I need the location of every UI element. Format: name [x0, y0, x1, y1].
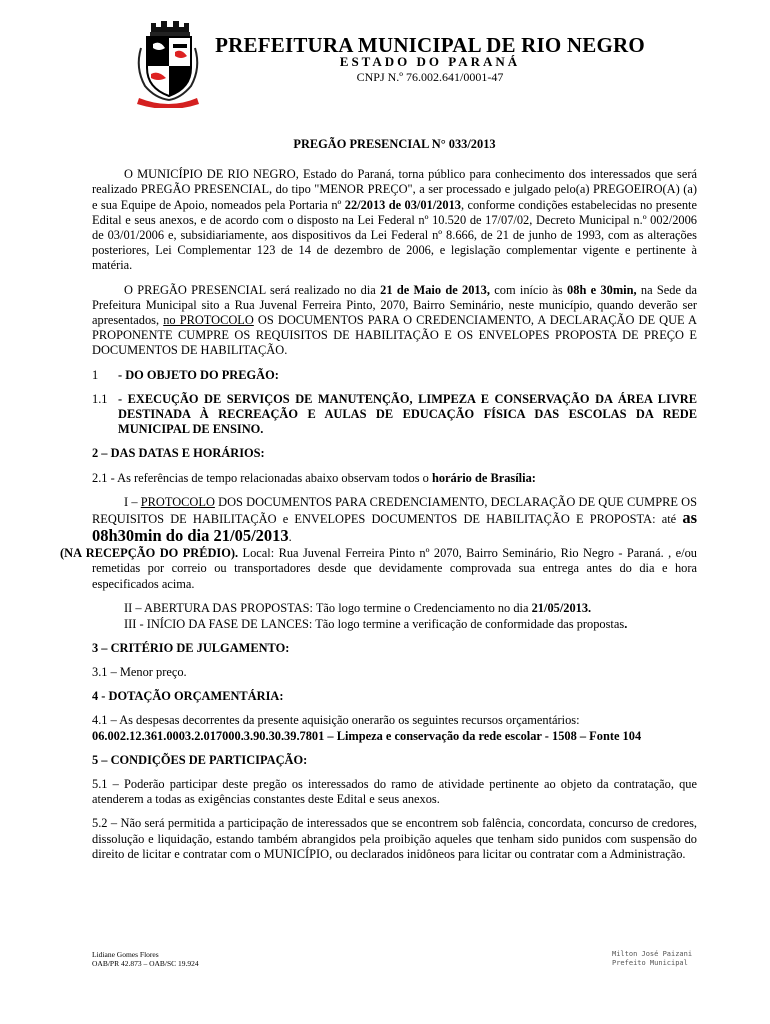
- item-i-reception: (NA RECEPÇÃO DO PRÉDIO).: [60, 545, 239, 560]
- section-4-1: 4.1 – As despesas decorrentes da presente aquisição onerarão os seguintes recursos orçamentários:: [92, 713, 580, 728]
- brasilia-time: horário de Brasília:: [431, 470, 536, 485]
- document-title: PREGÃO PRESENCIAL N° 033/2013: [293, 137, 496, 151]
- session-date: 21 de Maio de 2013,: [380, 282, 490, 297]
- document-body: [60, 137, 698, 862]
- session-paragraph: [92, 283, 697, 359]
- protocolo-link-text: no PROTOCOLO: [163, 313, 254, 328]
- section-5-1: 5.1 – Poderão participar deste pregão os interessados do ramo de atividade pertinente ao objeto da contratação, que atenderem a todas as exigências constantes deste Edital e seus anexos.: [92, 777, 697, 807]
- item-i-protocolo: PROTOCOLO: [140, 494, 215, 509]
- item-iii-dot: .: [624, 616, 628, 631]
- session-text-b: com início às: [494, 282, 563, 297]
- portaria-number: 22/2013 de 03/01/2013: [344, 197, 461, 212]
- municipal-coat-of-arms-icon: [133, 18, 203, 108]
- item-i-text: DOS DOCUMENTOS PARA CREDENCIAMENTO, DECLARAÇÃO DE QUE CUMPRE OS REQUISITOS DE HABILITAÇÃO e ENVELOPES DOCUMENTOS DE HABILITAÇÃO E PROPOSTA: até: [92, 494, 697, 527]
- item-i-deadline: as 08h30min do dia 21/05/2013: [92, 508, 697, 546]
- item-i-label: I –: [124, 494, 138, 509]
- footer-legal-advisor: [92, 950, 199, 968]
- footer-left-name: Lidiane Gomes Flores: [92, 950, 159, 959]
- footer-right-role: Prefeito Municipal: [612, 959, 688, 967]
- item-iii: [92, 617, 697, 632]
- section-2-heading: 2 – DAS DATAS E HORÁRIOS:: [92, 446, 265, 461]
- intro-paragraph: [92, 167, 697, 273]
- item-ii-text: II – ABERTURA DAS PROPOSTAS: Tão logo termine o Credenciamento no dia: [124, 601, 529, 616]
- session-time: 08h e 30min,: [567, 282, 637, 297]
- item-i: [60, 494, 697, 593]
- section-5-2: 5.2 – Não será permitida a participação de interessados que se encontrem sob falência, concordata, concurso de credores, dissolução e liquidação, estando também abrangidos pela proibição aqueles que tenham sido punidos com suspensão do direito de licitar e contratar com o MUNICÍPIO, ou declarados inidôneos para licitar ou contratar com a Administração.: [92, 816, 697, 861]
- section-1-title: - DO OBJETO DO PREGÃO:: [118, 367, 279, 382]
- budget-code: 06.002.12.361.0003.2.017000.3.90.30.39.7801 – Limpeza e conservação da rede escolar - 1508 – Fonte 104: [92, 728, 642, 743]
- item-ii: [92, 601, 697, 616]
- item-ii-date: 21/05/2013.: [531, 601, 592, 616]
- section-1-number: 1: [92, 367, 99, 382]
- section-3-1: 3.1 – Menor preço.: [92, 665, 187, 680]
- footer-mayor: [612, 950, 692, 968]
- item-i-location: Local: Rua Juvenal Ferreira Pinto nº 2070, Bairro Seminário, Rio Negro - Paraná. , e/ou remetidas por correio ou transportadores desde que devidamente comprovada sua entrega antes do dia e hora especificados acima.: [92, 545, 697, 591]
- session-text-d: OS DOCUMENTOS PARA O CREDENCIAMENTO, A DECLARAÇÃO DE QUE A PROPONENTE CUMPRE OS REQUISITOS DE HABILITAÇÃO E OS ENVELOPES PROPOSTA DE PREÇO E DOCUMENTOS DE HABILITAÇÃO.: [92, 313, 697, 358]
- footer-right-name: Milton José Paizani: [612, 950, 693, 958]
- session-text-a: O PREGÃO PRESENCIAL será realizado no dia: [124, 282, 376, 297]
- section-1-heading: [92, 368, 697, 383]
- item-i-dot: .: [288, 530, 292, 545]
- state-name: ESTADO DO PARANÁ: [339, 54, 521, 69]
- section-3-heading: 3 – CRITÉRIO DE JULGAMENTO:: [92, 640, 290, 655]
- section-4-heading: 4 - DOTAÇÃO ORÇAMENTÁRIA:: [92, 689, 284, 704]
- footer-left-registration: OAB/PR 42.873 – OAB/SC 19.924: [92, 959, 199, 968]
- section-2-1: [92, 471, 697, 486]
- cnpj-number: CNPJ N.º 76.002.641/0001-47: [356, 70, 504, 84]
- item-iii-text: III - INÍCIO DA FASE DE LANCES: Tão logo termine a verificação de conformidade das propostas: [124, 616, 625, 631]
- section-5-heading: 5 – CONDIÇÕES DE PARTICIPAÇÃO:: [92, 752, 308, 767]
- municipality-title: PREFEITURA MUNICIPAL DE RIO NEGRO: [215, 33, 645, 57]
- intro-text-rest: , conforme condições estabelecidas no presente Edital e seus anexos, e de acordo com o disposto na Lei Federal nº 10.520 de 17/07/02, Decreto Municipal n.º 002/2006 de 03/01/2006 e, subsidiariamente, aos dispositivos da Lei Federal nº 8.666, de 21 de junho de 1993, com as alterações posteriores, Lei Complementar 123 de 14 de dezembro de 2006, e legislação complementar vigente e pertinente à matéria.: [92, 197, 698, 273]
- section-1-1-text: - EXECUÇÃO DE SERVIÇOS DE MANUTENÇÃO, LIMPEZA E CONSERVAÇÃO DA ÁREA LIVRE DESTINADA À RECREAÇÃO E AULAS DE EDUCAÇÃO FÍSICA DAS ESCOLAS DA REDE MUNICIPAL DE ENSINO.: [118, 391, 697, 437]
- section-1-1-number: 1.1: [92, 391, 108, 406]
- session-text-c: na Sede da Prefeitura Municipal sito a Rua Juvenal Ferreira Pinto, 2070, Bairro Seminário, neste município, quando deverão ser apresentados,: [92, 282, 697, 328]
- section-2-1-text: 2.1 - As referências de tempo relacionadas abaixo observam todos o: [92, 470, 429, 485]
- section-1-1: [92, 392, 697, 438]
- intro-text: O MUNICÍPIO DE RIO NEGRO, Estado do Paraná, torna público para conhecimento dos interessados que será realizado PREGÃO PRESENCIAL, do tipo "MENOR PREÇO", a ser processado e julgado pelo(a) PREGOEIRO(A) (a) e sua Equipe de Apoio, nomeados pela Portaria nº: [92, 167, 697, 212]
